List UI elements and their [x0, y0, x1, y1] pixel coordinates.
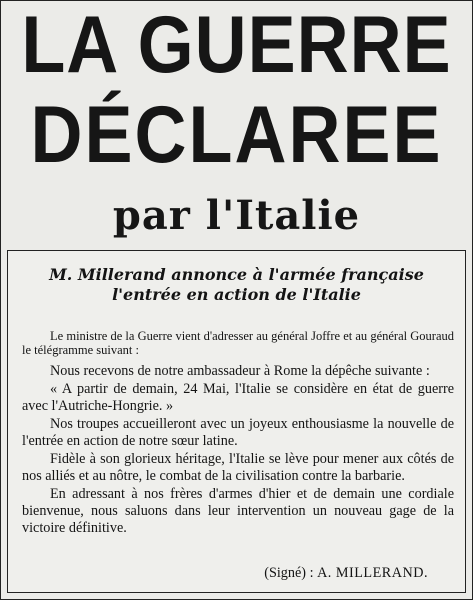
signature-label: (Signé) : [264, 565, 314, 581]
article-paragraph: En adressant à nos frères d'armes d'hier et de demain une cordiale bienvenue, nous saluons dans leur intervention un nouveau gage de la victoire définitive. [22, 486, 454, 536]
article-paragraph: Nous recevons de notre ambassadeur à Rome la dépêche suivante : [50, 363, 430, 379]
article-paragraph: Nos troupes accueilleront avec un joyeux enthousiasme la nouvelle de l'entrée en action de notre sœur latine. [22, 416, 454, 449]
headline-line-2: DÉCLAREE [30, 90, 443, 181]
headline-line-1: LA GUERRE [21, 0, 452, 91]
article-title-line-2: l'entrée en action de l'Italie [112, 285, 361, 304]
headline-line-3: par l'Italie [112, 192, 361, 239]
article-intro: Le ministre de la Guerre vient d'adresser au général Joffre et au général Gouraud le télégramme suivant : [22, 329, 454, 357]
article-box [7, 250, 466, 593]
article-paragraph: Fidèle à son glorieux héritage, l'Italie se lève pour mener aux côtés de nos alliés et au nôtre, le combat de la civilisation contre la barbarie. [22, 451, 454, 484]
article-title-line-1: M. Millerand annonce à l'armée française [49, 265, 424, 284]
signature-name: A. MILLERAND. [317, 565, 428, 581]
article-signature [8, 565, 428, 582]
article-paragraph: « A partir de demain, 24 Mai, l'Italie se considère en état de guerre avec l'Autriche-Hongrie. » [22, 381, 454, 414]
article-body [22, 363, 454, 538]
article-title [8, 265, 465, 305]
